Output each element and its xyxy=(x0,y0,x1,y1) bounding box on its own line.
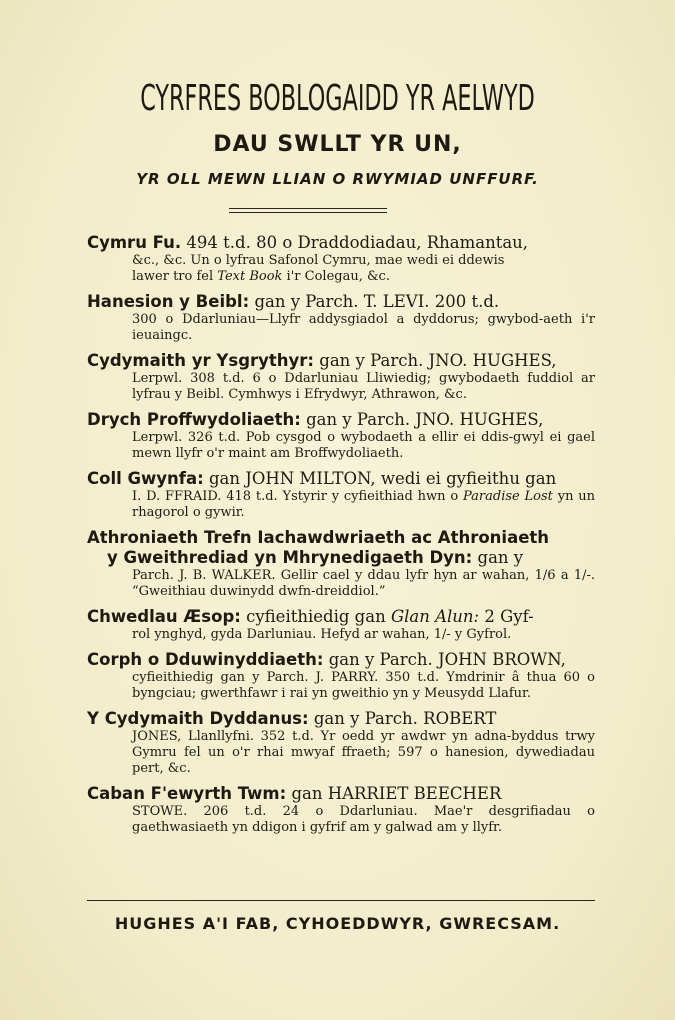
list-item xyxy=(87,528,595,600)
entry-lead-text: gan HARRIET BEECHER xyxy=(291,784,502,803)
entry-title: Corph o Dduwinyddiaeth: xyxy=(87,650,324,669)
entry-title: Coll Gwynfa: xyxy=(87,469,204,488)
list-item xyxy=(87,469,595,521)
entry-title: Drych Proffwydoliaeth: xyxy=(87,410,301,429)
binding-tagline: YR OLL MEWN LLIAN O RWYMIAD UNFFURF. xyxy=(136,170,539,188)
divider-double-rule xyxy=(229,208,387,213)
entry-body-text: I. D. FFRAID. 418 t.d. Ystyrir y cyfieithiad hwn o xyxy=(132,489,463,504)
entry-body: Parch. J. B. WALKER. Gellir cael y ddau lyfr hyn ar wahan, 1/6 a 1/-. “Gweithiau duwinydd dwfn-dreiddiol.” xyxy=(132,568,595,599)
entry-lead-text: 494 t.d. 80 o Draddodiadau, Rhamantau, xyxy=(186,233,529,252)
entry-lead xyxy=(87,650,595,670)
entry-title: Chwedlau Æsop: xyxy=(87,607,241,626)
entry-body: Lerpwl. 326 t.d. Pob cysgod o wybodaeth a ellir ei ddis-gwyl ei gael mewn llyfr o'r maint am Broffwydoliaeth. xyxy=(132,430,595,461)
entry-lead-text: gan y Parch. ROBERT xyxy=(313,709,497,728)
entry-body xyxy=(87,489,595,521)
entry-lead xyxy=(87,469,595,489)
entry-lead-text: gan y xyxy=(477,548,524,567)
publisher-footer: HUGHES A'I FAB, CYHOEDDWYR, GWRECSAM. xyxy=(114,914,561,933)
entry-lead-text: gan y Parch. JNO. HUGHES, xyxy=(319,351,557,370)
entry-lead-text: gan y Parch. T. LEVI. 200 t.d. xyxy=(254,292,500,311)
book-list xyxy=(87,233,595,843)
entry-body xyxy=(87,253,595,285)
price-heading: DAU SWLLT YR UN, xyxy=(213,132,462,157)
entry-body: rol ynghyd, gyda Darluniau. Hefyd ar wahan, 1/- y Gyfrol. xyxy=(132,627,512,642)
entry-body: 300 o Ddarluniau—Llyfr addysgiadol a dyddorus; gwybod-aeth i'r ieuaingc. xyxy=(132,312,595,343)
entry-lead-text: gan JOHN MILTON, wedi ei gyfieithu gan xyxy=(208,469,557,488)
entry-body-italic: Paradise Lost xyxy=(463,489,553,504)
entry-body-italic: Text Book xyxy=(217,269,283,284)
list-item xyxy=(87,650,595,702)
entry-lead-text: cyfieithiedig gan xyxy=(246,607,391,626)
entry-lead xyxy=(87,292,595,312)
entry-body-text: i'r Colegau, &c. xyxy=(282,269,390,284)
entry-body: JONES, Llanllyfni. 352 t.d. Yr oedd yr awdwr yn adna-byddus trwy Gymru fel un o'r rhai mwyaf ffraeth; 597 o hanesion, dywediadau pert, &c. xyxy=(132,729,595,776)
entry-lead-line2 xyxy=(87,548,595,568)
list-item xyxy=(87,292,595,344)
entry-title: Cymru Fu. xyxy=(87,233,182,252)
entry-body-text: lawer tro fel xyxy=(132,269,218,284)
entry-body-text: &c., &c. Un o lyfrau Safonol Cymru, mae wedi ei ddewis xyxy=(132,253,505,268)
entry-title: Athroniaeth Trefn Iachawdwriaeth ac Athroniaeth xyxy=(87,528,550,547)
entry-lead xyxy=(87,351,595,371)
list-item xyxy=(87,784,595,836)
entry-lead xyxy=(87,410,595,430)
entry-body-text: yn un rhagorol o gywir. xyxy=(132,489,595,520)
list-item xyxy=(87,709,595,777)
entry-body: cyfieithiedig gan y Parch. J. PARRY. 350 t.d. Ymdrinir â thua 60 o byngciau; gwerthfawr i rai yn gweithio yn y Meusydd Llafur. xyxy=(132,670,595,701)
entry-lead xyxy=(87,528,595,548)
page-title: CYRFRES BOBLOGAIDD YR AELWYD xyxy=(140,78,535,119)
list-item xyxy=(87,607,595,643)
entry-title: Hanesion y Beibl: xyxy=(87,292,250,311)
entry-title: Caban F'ewyrth Twm: xyxy=(87,784,287,803)
entry-lead xyxy=(87,233,595,253)
entry-body: STOWE. 206 t.d. 24 o Ddarluniau. Mae'r desgrifiadau o gaethwasiaeth yn ddigon i gyfrif am y galwad am y llyfr. xyxy=(132,804,595,835)
entry-lead-text: 2 Gyf- xyxy=(479,607,534,626)
entry-lead xyxy=(87,607,595,627)
entry-body: Lerpwl. 308 t.d. 6 o Ddarluniau Lliwiedig; gwybodaeth fuddiol ar lyfrau y Beibl. Cymhwys i Efrydwyr, Athrawon, &c. xyxy=(132,371,595,402)
entry-title: Y Cydymaith Dyddanus: xyxy=(87,709,309,728)
entry-lead xyxy=(87,784,595,804)
entry-title-cont: y Gweithrediad yn Mhrynedigaeth Dyn: xyxy=(107,548,473,567)
entry-title: Cydymaith yr Ysgrythyr: xyxy=(87,351,315,370)
entry-lead-text: gan y Parch. JOHN BROWN, xyxy=(328,650,566,669)
list-item xyxy=(87,233,595,285)
list-item xyxy=(87,410,595,462)
entry-lead xyxy=(87,709,595,729)
footer-rule xyxy=(87,900,595,901)
list-item xyxy=(87,351,595,403)
entry-lead-italic: Glan Alun: xyxy=(390,607,480,626)
entry-lead-text: gan y Parch. JNO. HUGHES, xyxy=(306,410,544,429)
